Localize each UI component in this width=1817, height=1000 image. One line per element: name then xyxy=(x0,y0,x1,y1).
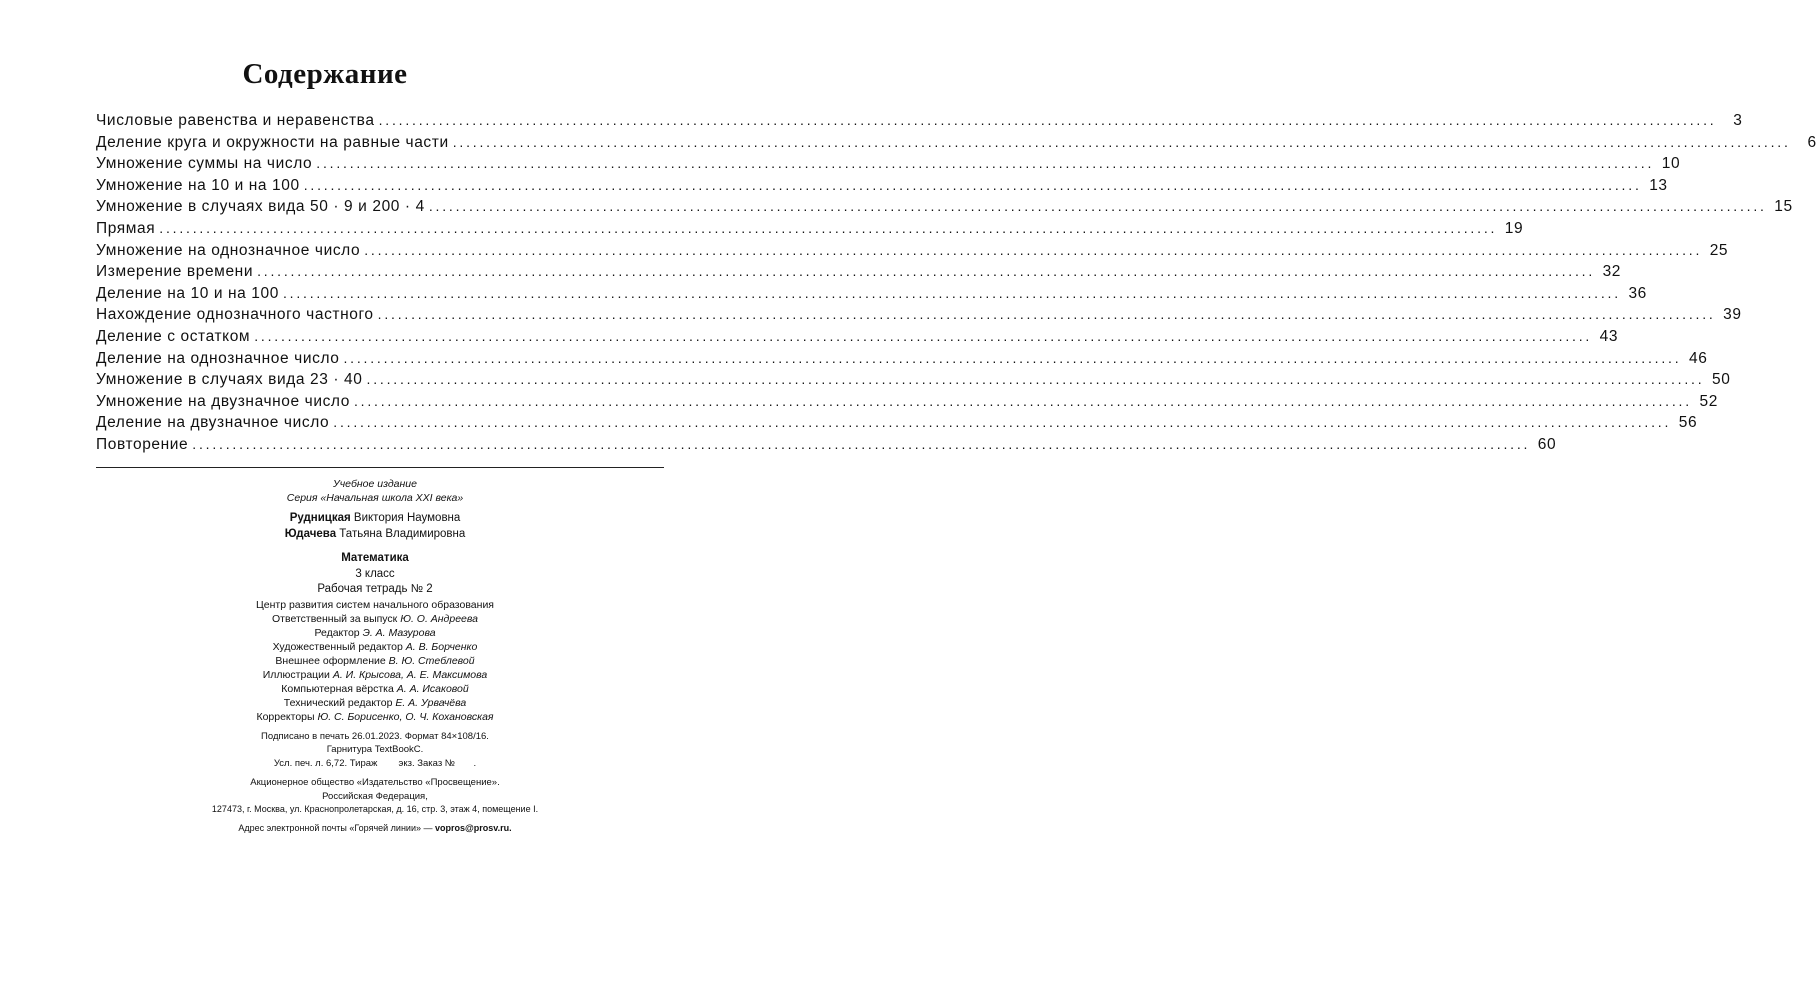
toc-page-number: 3 xyxy=(1733,112,1743,129)
toc-leader: ........................................................................................................................................................................................................ xyxy=(254,327,1593,344)
toc-page-number: 32 xyxy=(1602,263,1622,281)
responsible: Ответственный за выпуск Ю. О. Андреева xyxy=(272,612,478,625)
toc-label: Умножение в случаях вида 50 · 9 и 200 · 4 xyxy=(96,198,425,216)
toc-leader: ........................................................................................................................................................................................................ xyxy=(364,241,1703,258)
divider xyxy=(96,467,664,468)
toc-label: Нахождение однозначного частного xyxy=(96,306,374,324)
design: Внешнее оформление В. Ю. Стеблевой xyxy=(275,654,475,667)
publisher: Акционерное общество «Издательство «Просвещение». xyxy=(250,777,500,788)
toc-page-number: 60 xyxy=(1537,435,1557,453)
toc-page-number: 39 xyxy=(1723,306,1742,324)
toc-page-number: 52 xyxy=(1699,392,1718,410)
toc-leader: ........................................................................................................................................................................................................ xyxy=(159,219,1498,236)
toc-leader: ........................................................................................................................................................................................................ xyxy=(377,306,1716,323)
toc-label: Деление с остатком xyxy=(96,327,251,345)
toc-page-number: 15 xyxy=(1774,198,1793,216)
toc-row xyxy=(96,284,1647,307)
imprint xyxy=(140,477,610,835)
toc-leader: ........................................................................................................................................................................................................ xyxy=(353,392,1692,409)
toc-page-number: 43 xyxy=(1599,327,1619,345)
workbook: Рабочая тетрадь № 2 xyxy=(317,583,433,595)
toc-label: Умножение на двузначное число xyxy=(96,392,350,410)
print-info: Усл. печ. л. 6,72. Тираж экз. Заказ № . xyxy=(273,757,477,769)
center: Центр развития систем начального образования xyxy=(255,598,494,611)
toc-leader: ........................................................................................................................................................................................................ xyxy=(333,414,1672,431)
toc-row xyxy=(96,327,1619,350)
toc-page-number: 46 xyxy=(1688,349,1708,367)
toc-row xyxy=(96,414,1698,436)
toc-page-number: 25 xyxy=(1709,241,1729,259)
page-title: Содержание xyxy=(242,58,408,90)
toc-row xyxy=(96,176,1668,199)
toc-label: Умножение в случаях вида 23 · 40 xyxy=(96,371,363,389)
author-1: Рудницкая Виктория Наумовна xyxy=(289,512,461,524)
toc-row xyxy=(96,241,1729,264)
toc-leader: ........................................................................................................................................................................................................ xyxy=(378,112,1717,128)
toc-leader: ........................................................................................................................................................................................................ xyxy=(282,284,1621,301)
toc-leader: ........................................................................................................................................................................................................ xyxy=(428,198,1767,215)
toc-row xyxy=(96,155,1681,177)
toc-label: Прямая xyxy=(96,219,156,237)
toc-leader: ........................................................................................................................................................................................................ xyxy=(257,263,1596,280)
toc-row xyxy=(96,435,1557,458)
toc-leader: ........................................................................................................................................................................................................ xyxy=(192,435,1531,452)
toc-row xyxy=(96,349,1708,372)
toc-leader: ........................................................................................................................................................................................................ xyxy=(343,349,1682,366)
toc-row xyxy=(96,306,1742,328)
subject: Математика xyxy=(341,552,409,564)
address: 127473, г. Москва, ул. Краснопролетарская, д. 16, стр. 3, этаж 4, помещение I. xyxy=(211,804,539,814)
toc-label: Числовые равенства и неравенства xyxy=(96,112,375,129)
toc-leader: ........................................................................................................................................................................................................ xyxy=(316,155,1655,172)
toc-page-number: 50 xyxy=(1711,371,1731,389)
toc-page-number: 13 xyxy=(1649,176,1668,194)
toc-label: Умножение на однозначное число xyxy=(96,241,361,259)
toc-row xyxy=(96,392,1718,415)
table-of-contents xyxy=(96,112,1817,458)
toc-label: Повторение xyxy=(96,435,189,453)
toc-label: Измерение времени xyxy=(96,263,254,281)
typeface: Гарнитура TextBookC. xyxy=(326,744,424,755)
toc-label: Деление круга и окружности на равные части xyxy=(96,133,449,151)
toc-leader: ........................................................................................................................................................................................................ xyxy=(452,133,1791,150)
series: Серия «Начальная школа XXI века» xyxy=(286,492,464,504)
grade: 3 класс xyxy=(355,567,395,580)
email-line: Адрес электронной почты «Горячей линии» — vopros@prosv.ru. xyxy=(238,823,512,833)
country: Российская Федерация, xyxy=(322,790,428,802)
toc-page-number: 10 xyxy=(1661,155,1681,173)
toc-row xyxy=(96,263,1622,285)
layout: Компьютерная вёрстка А. А. Исаковой xyxy=(281,682,469,695)
toc-row xyxy=(96,371,1731,393)
toc-label: Умножение суммы на число xyxy=(96,155,313,173)
illustrations: Иллюстрации А. И. Крысова, А. Е. Максимова xyxy=(262,668,488,681)
toc-row xyxy=(96,133,1817,156)
author-2: Юдачева Татьяна Владимировна xyxy=(284,527,466,540)
toc-label: Деление на однозначное число xyxy=(96,349,340,367)
toc-page-number: 6 xyxy=(1807,133,1817,151)
signed-info: Подписано в печать 26.01.2023. Формат 84×108/16. xyxy=(261,730,489,742)
toc-row xyxy=(96,219,1524,242)
toc-row xyxy=(96,198,1793,220)
toc-page-number: 56 xyxy=(1678,414,1698,432)
toc-label: Умножение на 10 и на 100 xyxy=(96,176,300,194)
proofreaders: Корректоры Ю. С. Борисенко, О. Ч. Кохановская xyxy=(256,710,494,723)
toc-leader: ........................................................................................................................................................................................................ xyxy=(303,176,1642,193)
edition-type: Учебное издание xyxy=(333,478,417,490)
toc-leader: ........................................................................................................................................................................................................ xyxy=(366,371,1705,388)
toc-label: Деление на 10 и на 100 xyxy=(96,284,279,302)
toc-row xyxy=(96,112,1743,134)
toc-label: Деление на двузначное число xyxy=(96,414,330,432)
editor: Редактор Э. А. Мазурова xyxy=(314,626,436,639)
art-editor: Художественный редактор А. В. Борченко xyxy=(272,640,478,653)
tech-editor: Технический редактор Е. А. Урвачёва xyxy=(283,696,467,709)
toc-page-number: 19 xyxy=(1504,219,1524,237)
toc-page-number: 36 xyxy=(1628,284,1647,302)
